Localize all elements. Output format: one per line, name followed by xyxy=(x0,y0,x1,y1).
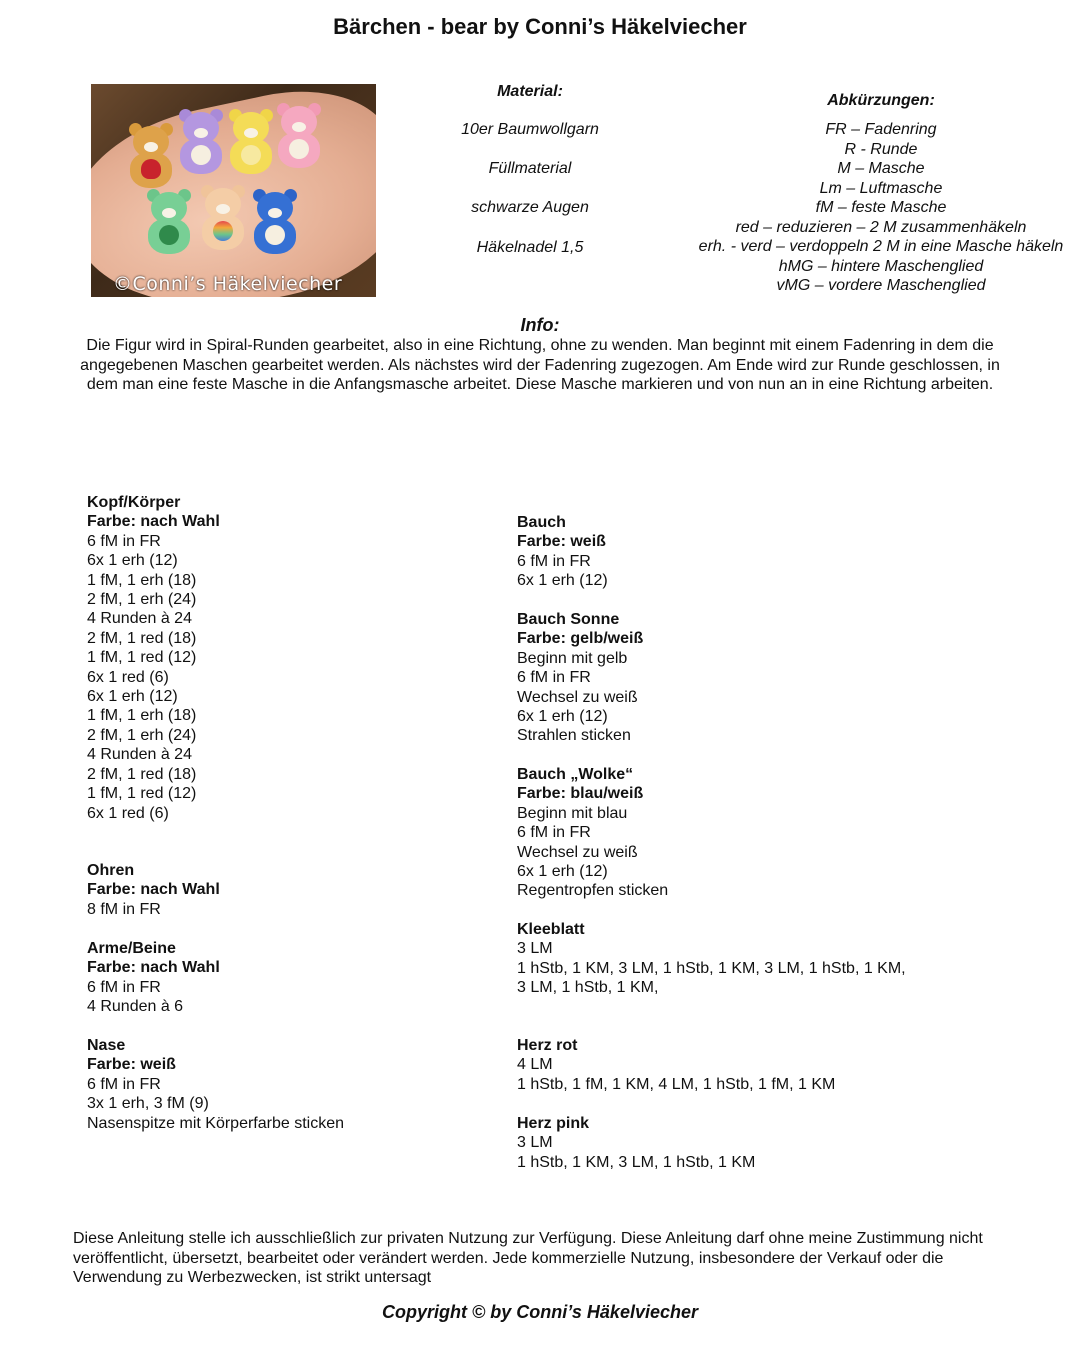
bear-figure xyxy=(175,112,227,174)
bear-figure xyxy=(143,192,195,254)
abbreviation-item: vMG – vordere Maschenglied xyxy=(776,277,986,294)
section-title: Kopf/Körper xyxy=(87,494,181,511)
bear-figure xyxy=(125,126,177,188)
instruction-line: 6 fM in FR xyxy=(87,978,161,996)
instruction-line: 3x 1 erh, 3 fM (9) xyxy=(87,1095,209,1113)
section-color: Farbe: gelb/weiß xyxy=(517,630,644,648)
right-column-kleeblatt xyxy=(517,920,906,998)
instruction-line: Wechsel zu weiß xyxy=(517,843,638,861)
instruction-line: Wechsel zu weiß xyxy=(517,688,638,706)
abbreviation-item: hMG – hintere Maschenglied xyxy=(778,257,984,275)
material-item: Häkelnadel 1,5 xyxy=(476,238,584,256)
material-item: schwarze Augen xyxy=(471,199,589,217)
instruction-line: Regentropfen sticken xyxy=(517,882,669,900)
photo-watermark: ©Conni’s Häkelviecher xyxy=(113,273,343,295)
instruction-line: 1 fM, 1 red (12) xyxy=(87,785,197,803)
section-color: Farbe: nach Wahl xyxy=(87,959,220,977)
right-column-herz-pink xyxy=(517,1114,755,1172)
instruction-line: Strahlen sticken xyxy=(517,727,631,745)
instruction-line: 4 Runden à 6 xyxy=(87,998,184,1016)
instruction-line: 6x 1 erh (12) xyxy=(517,708,608,726)
instruction-line: 6 fM in FR xyxy=(87,532,161,550)
section-color: Farbe: nach Wahl xyxy=(87,881,220,899)
section-color: Farbe: blau/weiß xyxy=(517,785,644,803)
section-color: Farbe: weiß xyxy=(517,533,606,551)
instruction-line: 4 LM xyxy=(517,1056,553,1074)
bear-figure xyxy=(249,192,301,254)
instruction-line: 2 fM, 1 red (18) xyxy=(87,765,197,783)
section-color: Farbe: weiß xyxy=(87,1056,176,1074)
instruction-line: 3 LM, 1 hStb, 1 KM, xyxy=(517,979,659,997)
right-column-sonne xyxy=(517,610,643,746)
instruction-line: 6x 1 erh (12) xyxy=(87,552,178,570)
instruction-line: 6 fM in FR xyxy=(517,824,591,842)
instruction-line: 1 fM, 1 erh (18) xyxy=(87,707,197,725)
info-text: Die Figur wird in Spiral-Runden gearbeitet, also in eine Richtung, ohne zu wenden. Man beginnt mit einem Fadenring in dem die angegebenen Maschen gearbeitet werden. Als nächstes wird der Fadenring zugezogen. Am Ende wird zur Runde geschlossen, in dem man eine feste Masche in die Anfangsmasche arbeitet. Diese Masche markieren und von nun an in eine Richtung arbeiten. xyxy=(80,337,1000,393)
section-title: Arme/Beine xyxy=(87,940,176,957)
instruction-line: Beginn mit gelb xyxy=(517,649,628,667)
abbreviation-item: erh. - verd – verdoppeln 2 M in eine Masche häkeln xyxy=(698,238,1064,255)
instruction-line: 1 hStb, 1 KM, 3 LM, 1 hStb, 1 KM xyxy=(517,1153,756,1171)
abbreviation-item: fM – feste Masche xyxy=(815,199,947,216)
copyright: Copyright © by Conni’s Häkelviecher xyxy=(381,1302,698,1322)
material-heading: Material: xyxy=(497,83,563,100)
section-title: Herz rot xyxy=(517,1037,578,1054)
instruction-line: Nasenspitze mit Körperfarbe sticken xyxy=(87,1114,344,1132)
right-column-wolke xyxy=(517,765,668,901)
abbreviation-item: red – reduzieren – 2 M zusammenhäkeln xyxy=(735,218,1027,236)
material-item: Füllmaterial xyxy=(488,160,572,178)
instruction-line: 6x 1 erh (12) xyxy=(87,688,178,706)
instruction-line: 1 hStb, 1 fM, 1 KM, 4 LM, 1 hStb, 1 fM, 1 KM xyxy=(517,1075,836,1093)
instruction-line: 6x 1 red (6) xyxy=(87,668,169,686)
abbreviation-item: Lm – Luftmasche xyxy=(819,179,943,197)
abbreviations-heading: Abkürzungen: xyxy=(827,92,935,109)
instruction-line: 2 fM, 1 erh (24) xyxy=(87,726,197,744)
section-title: Bauch Sonne xyxy=(517,611,620,628)
material-item: 10er Baumwollgarn xyxy=(461,121,599,138)
abbreviation-item: FR – Fadenring xyxy=(825,121,937,138)
section-title: Bauch „Wolke“ xyxy=(517,766,634,783)
left-column xyxy=(87,493,220,823)
left-column-arme xyxy=(87,939,220,1017)
section-color: Farbe: nach Wahl xyxy=(87,513,220,531)
instruction-line: 2 fM, 1 erh (24) xyxy=(87,591,197,609)
instruction-line: 1 fM, 1 red (12) xyxy=(87,649,197,667)
instruction-line: 8 fM in FR xyxy=(87,900,161,918)
abbreviation-item: R - Runde xyxy=(844,140,918,158)
right-column-bauch xyxy=(517,513,608,591)
instruction-line: Beginn mit blau xyxy=(517,804,628,822)
section-title: Ohren xyxy=(87,862,135,879)
instruction-line: 6 fM in FR xyxy=(517,552,591,570)
bear-figure xyxy=(197,188,249,250)
instruction-line: 4 Runden à 24 xyxy=(87,746,192,764)
instruction-line: 6x 1 red (6) xyxy=(87,804,169,822)
instruction-line: 6x 1 erh (12) xyxy=(517,863,608,881)
bear-figure xyxy=(225,112,277,174)
instruction-line: 6 fM in FR xyxy=(517,669,591,687)
section-title: Bauch xyxy=(517,514,566,531)
instruction-line: 6 fM in FR xyxy=(87,1075,161,1093)
instruction-line: 3 LM xyxy=(517,1134,553,1152)
section-title: Herz pink xyxy=(517,1115,590,1132)
section-title: Kleeblatt xyxy=(517,921,585,938)
bear-figure xyxy=(273,106,325,168)
abbreviation-item: M – Masche xyxy=(837,160,925,177)
right-column-herz-rot xyxy=(517,1036,835,1094)
material-list xyxy=(430,120,630,277)
left-column-ohren xyxy=(87,861,220,919)
page-title: Bärchen - bear by Conni’s Häkelviecher xyxy=(333,14,747,39)
instruction-line: 4 Runden à 24 xyxy=(87,610,192,628)
instruction-line: 1 hStb, 1 KM, 3 LM, 1 hStb, 1 KM, 3 LM, 1 hStb, 1 KM, xyxy=(517,959,906,977)
section-title: Nase xyxy=(87,1037,126,1054)
instruction-line: 3 LM xyxy=(517,940,553,958)
left-column-nase xyxy=(87,1036,344,1133)
bears-photo xyxy=(91,84,376,297)
usage-notice: Diese Anleitung stelle ich ausschließlich zur privaten Nutzung zur Verfügung. Diese Anleitung darf ohne meine Zustimmung nicht veröffentlicht, übersetzt, bearbeitet oder verändert werden. Jede kommerzielle Nutzung, insbesondere der Verkauf oder die Verwendung zu Werbezwecken, ist strikt untersagt xyxy=(73,1230,983,1286)
info-heading: Info: xyxy=(520,315,560,335)
abbreviations-list xyxy=(680,120,1080,296)
instruction-line: 2 fM, 1 red (18) xyxy=(87,629,197,647)
instruction-line: 6x 1 erh (12) xyxy=(517,572,608,590)
instruction-line: 1 fM, 1 erh (18) xyxy=(87,571,197,589)
